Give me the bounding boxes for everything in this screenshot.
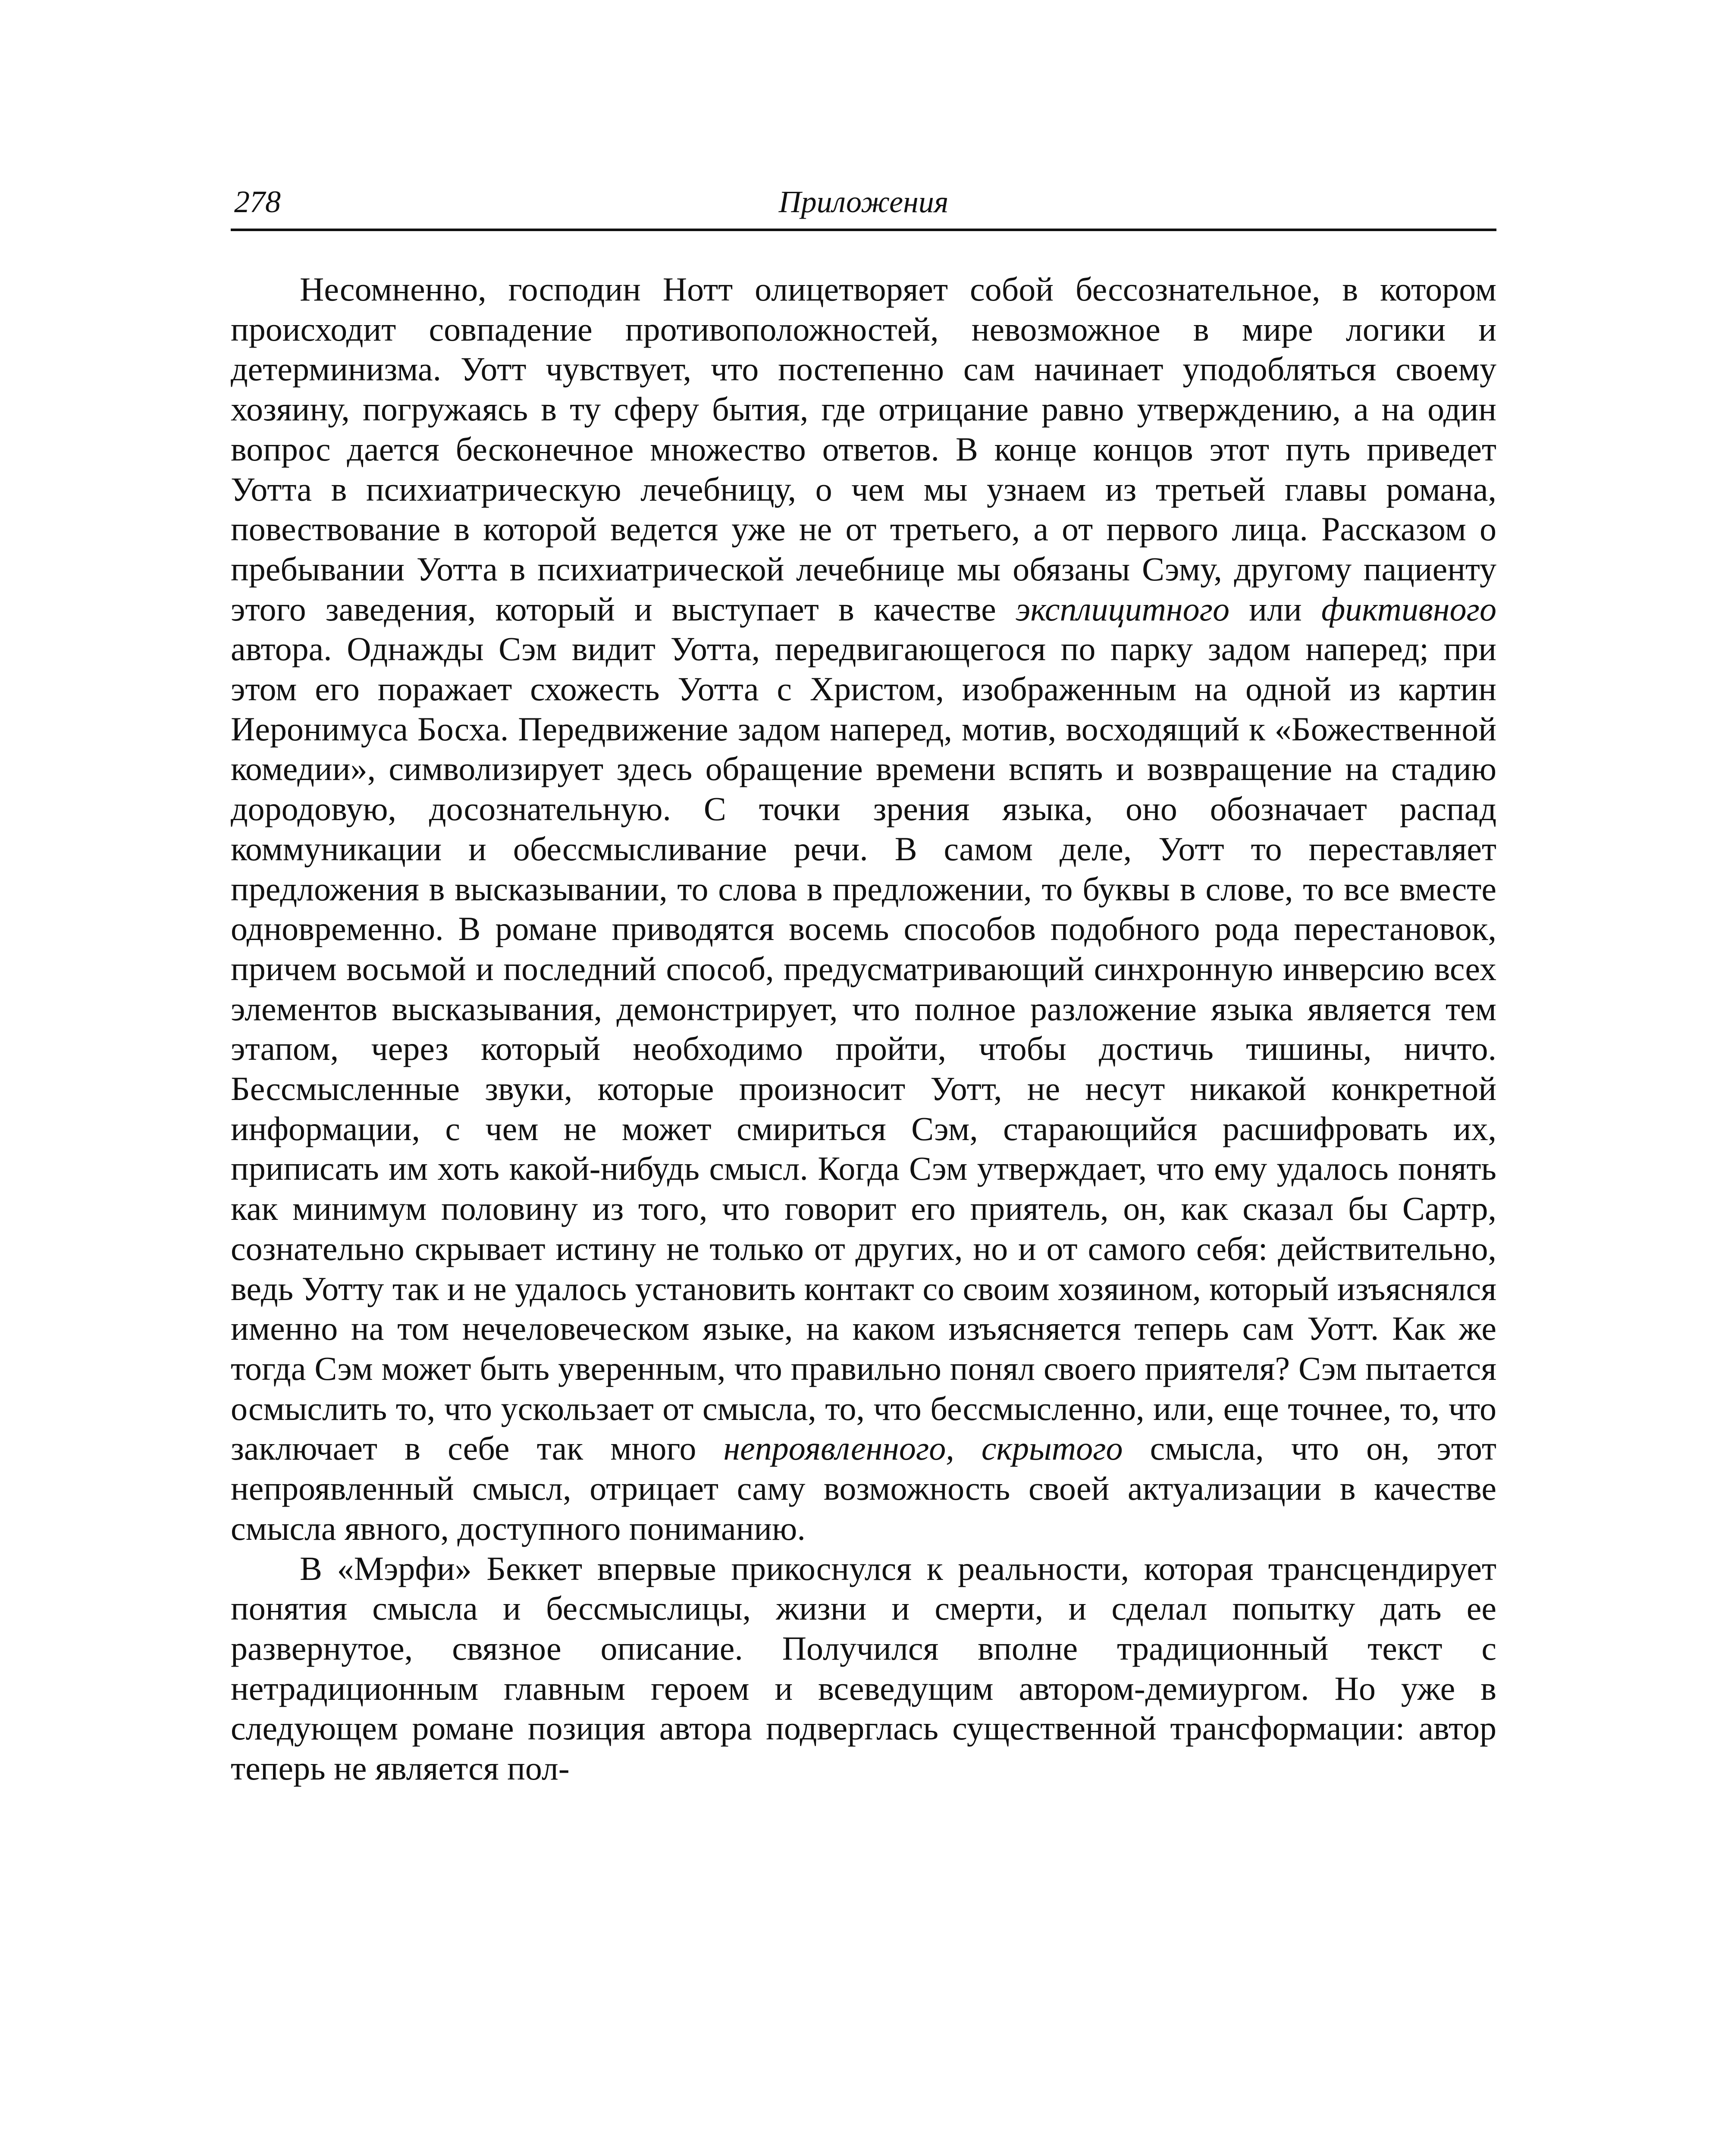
paragraph-1-text-d: смысла, что он, этот непроявленный смысл, отрицает саму возможность своей актуализации в качестве смысла явного, доступного пониманию. — [231, 1429, 1496, 1547]
section-title: Приложения — [778, 185, 949, 219]
paragraph-1-text-b: или — [1229, 590, 1321, 628]
running-header — [231, 181, 1496, 231]
emphasis-fictive: фиктивного — [1321, 590, 1496, 628]
paragraph-1-text-c: автора. Однажды Сэм видит Уотта, передвигающегося по парку задом наперед; при этом его поражает схожесть Уотта с Христом, изображенным на одной из картин Иеронимуса Босха. Передвижение задом наперед, мотив, восходящий к «Божественной комедии», символизирует здесь обращение времени вспять и возвращение на стадию дородовую, досознательную. С точки зрения языка, оно обозначает распад коммуникации и обессмысливание речи. В самом деле, Уотт то переставляет предложения в высказывании, то слова в предложении, то буквы в слове, то все вместе одновременно. В романе приводятся восемь способов подобного рода перестановок, причем восьмой и последний способ, предусматривающий синхронную инверсию всех элементов высказывания, демонстрирует, что полное разложение языка является тем этапом, через который необходимо пройти, чтобы достичь тишины, ничто. Бессмысленные звуки, которые произносит Уотт, не несут никакой конкретной информации, с чем не может смириться Сэм, старающийся расшифровать их, приписать им хоть какой-нибудь смысл. Когда Сэм утверждает, что ему удалось понять как минимум половину из того, что говорит его приятель, он, как сказал бы Сартр, сознательно скрывает истину не только от других, но и от самого себя: действительно, ведь Уотту так и не удалось установить контакт со своим хозяином, который изъяснялся именно на том нечеловеческом языке, на каком изъясняется теперь сам Уотт. Как же тогда Сэм может быть уверенным, что правильно понял своего приятеля? Сэм пытается осмыслить то, что ускользает от смысла, то, что бессмысленно, или, еще точнее, то, что заключает в себе так много — [231, 630, 1496, 1467]
emphasis-unmanifested: непроявленного, скрытого — [723, 1429, 1123, 1467]
paragraph-1-text-a: Несомненно, господин Нотт олицетворяет собой бессознательное, в котором происходит совпадение противоположностей, невозможное в мире логики и детерминизма. Уотт чувствует, что постепенно сам начинает уподобляться своему хозяину, погружаясь в ту сферу бытия, где отрицание равно утверждению, а на один вопрос дается бесконечное множество ответов. В конце концов этот путь приведет Уотта в психиатрическую лечебницу, о чем мы узнаем из третьей главы романа, повествование в которой ведется уже не от третьего, а от первого лица. Рассказом о пребывании Уотта в психиатрической лечебнице мы обязаны Сэму, другому пациенту этого заведения, который и выступает в качестве — [231, 270, 1496, 628]
body-text — [231, 270, 1496, 1789]
emphasis-explicit: эксплицитного — [1016, 590, 1229, 628]
paragraph-1 — [231, 270, 1496, 1549]
paragraph-2: В «Мэрфи» Беккет впервые прикоснулся к реальности, которая трансцендирует понятия смысла и бессмыслицы, жизни и смерти, и сделал попытку дать ее развернутое, связное описание. Получился вполне традиционный текст с нетрадиционным главным героем и всеведущим автором-демиургом. Но уже в следующем романе позиция автора подверглась существенной трансформации: автор теперь не является пол- — [231, 1549, 1496, 1787]
page-number: 278 — [234, 185, 281, 219]
